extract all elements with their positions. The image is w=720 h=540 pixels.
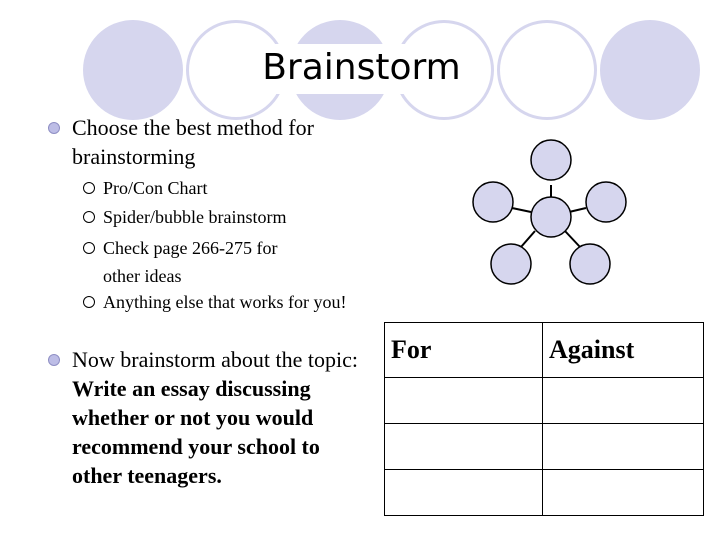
- sub-bullet-icon: [83, 182, 95, 194]
- sub-bullet-pro-con: [103, 174, 353, 202]
- page-title: Brainstorm: [262, 47, 461, 88]
- bullet-text: Choose the best method for brainstorming: [72, 115, 314, 169]
- bullet-brainstorm-topic: [72, 345, 362, 490]
- column-header-against: Against: [543, 323, 704, 378]
- sub-bullet-icon: [83, 211, 95, 223]
- table-header-row: [385, 323, 704, 378]
- connector-line: [565, 231, 580, 247]
- sub-bullet-icon: [83, 296, 95, 308]
- bubble-bottom-left: [491, 244, 531, 284]
- sub-bullet-anything-else: [103, 288, 353, 316]
- bullet-text: Now brainstorm about the topic:: [72, 347, 358, 372]
- table-cell: [543, 470, 704, 516]
- sub-bullet-icon: [83, 242, 95, 254]
- bubble-bottom-right: [570, 244, 610, 284]
- bubble-left: [473, 182, 513, 222]
- table-cell: [385, 378, 543, 424]
- pro-con-table: [384, 322, 704, 516]
- table-cell: [385, 470, 543, 516]
- sub-bullet-text: Pro/Con Chart: [103, 178, 208, 198]
- table-cell: [385, 424, 543, 470]
- sub-bullet-check-page: [103, 234, 318, 290]
- sub-bullet-text: Spider/bubble brainstorm: [103, 207, 287, 227]
- bubble-center: [531, 197, 571, 237]
- bubble-top: [531, 140, 571, 180]
- table-row: [385, 470, 704, 516]
- bullet-icon: [48, 122, 60, 134]
- sub-bullet-text: Anything else that works for you!: [103, 292, 347, 312]
- connector-line: [521, 231, 535, 247]
- bubble-right: [586, 182, 626, 222]
- table-row: [385, 424, 704, 470]
- essay-prompt: Write an essay discussing whether or not you would recommend your school to other teenagers.: [72, 376, 320, 488]
- sub-bullet-text: Check page 266-275 for other ideas: [103, 238, 278, 286]
- bullet-choose-method: [72, 113, 362, 171]
- connector-line: [569, 208, 586, 212]
- sub-bullet-spider: [103, 203, 353, 231]
- column-header-for: For: [385, 323, 543, 378]
- spider-diagram: [460, 130, 640, 290]
- table-row: [385, 378, 704, 424]
- table-cell: [543, 378, 704, 424]
- table-cell: [543, 424, 704, 470]
- connector-line: [512, 208, 531, 212]
- bullet-icon: [48, 354, 60, 366]
